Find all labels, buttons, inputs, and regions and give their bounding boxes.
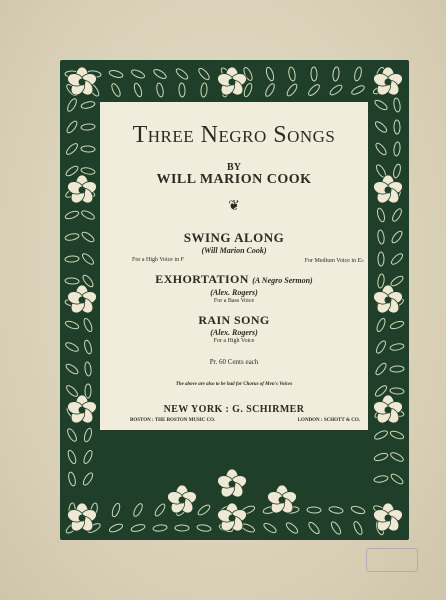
leaf-ornament	[262, 522, 277, 535]
leaf-ornament	[152, 68, 167, 81]
chorus-note: The above are also to be had for Chorus of Men's Voices	[175, 382, 293, 387]
leaf-ornament	[82, 449, 93, 464]
leaf-ornament	[307, 521, 321, 536]
leaf-ornament	[175, 67, 190, 81]
by-label: BY	[227, 162, 241, 173]
song-subtitle-exhortation: (A Negro Sermon)	[252, 276, 313, 285]
leaf-ornament	[350, 505, 365, 515]
leaf-ornament	[83, 317, 94, 332]
title-panel	[99, 101, 369, 431]
leaf-ornament	[353, 66, 362, 81]
leaf-ornament	[110, 82, 122, 97]
leaf-ornament	[307, 83, 321, 97]
leaf-ornament	[65, 120, 78, 135]
leaf-ornament	[264, 82, 276, 97]
leaf-ornament	[197, 67, 211, 81]
leaf-ornament	[243, 82, 254, 97]
leaf-ornament	[390, 343, 405, 352]
leaf-ornament	[197, 524, 212, 532]
flower-ornament	[216, 469, 248, 500]
leaf-ornament	[67, 471, 76, 486]
leaf-ornament	[81, 167, 96, 176]
voice-medium: For Medium Voice in E♭	[304, 258, 364, 264]
cover-title: Three Negro Songs	[132, 122, 336, 148]
leaf-ornament	[393, 142, 401, 157]
leaf-ornament	[350, 84, 365, 96]
leaf-ornament	[393, 98, 401, 113]
leaf-ornament	[179, 83, 186, 97]
leaf-ornament	[108, 69, 123, 79]
flower-ornament	[372, 395, 404, 426]
leaf-ornament	[153, 503, 166, 518]
leaf-ornament	[64, 320, 79, 330]
leaf-ornament	[390, 275, 405, 288]
song-title-rain-song: RAIN SONG	[198, 313, 270, 327]
leaf-ornament	[65, 256, 79, 263]
flower-ornament	[372, 175, 404, 206]
flower-ornament	[372, 67, 404, 98]
leaf-ornament	[375, 317, 386, 332]
flower-ornament	[216, 67, 248, 98]
leaf-ornament	[391, 207, 403, 222]
leaf-ornament	[67, 449, 78, 464]
leaf-ornament	[197, 503, 212, 516]
leaf-ornament	[374, 99, 389, 112]
leaf-ornament	[64, 210, 79, 220]
leaf-ornament	[373, 429, 388, 441]
leaf-ornament	[66, 427, 78, 442]
flower-ornament	[372, 285, 404, 316]
leaf-ornament	[64, 341, 79, 353]
leaf-ornament	[374, 362, 388, 377]
leaf-ornament	[200, 83, 207, 97]
voice-high-rain-song: For a High Voice	[213, 338, 255, 344]
voice-bass: For a Bass Voice	[213, 298, 255, 304]
leaf-ornament	[81, 252, 95, 266]
leaf-ornament	[374, 142, 388, 157]
leaf-ornament	[375, 339, 388, 354]
flower-ornament	[66, 395, 98, 426]
publisher-line: NEW YORK : G. SCHIRMER	[163, 404, 305, 415]
leaf-ornament	[374, 120, 388, 134]
leaf-ornament	[285, 83, 298, 98]
leaf-ornament	[153, 524, 168, 532]
leaf-ornament	[390, 472, 405, 485]
flower-ornament	[266, 485, 298, 516]
song-author-rain-song: (Alex. Rogers)	[210, 328, 258, 337]
leaf-ornament	[156, 83, 165, 98]
leaf-ornament	[81, 146, 95, 153]
flower-ornament	[66, 285, 98, 316]
leaf-ornament	[83, 339, 92, 354]
leaf-ornament	[175, 525, 189, 531]
leaf-ornament	[65, 362, 80, 375]
leaf-ornament	[389, 430, 404, 441]
agent-boston: BOSTON : THE BOSTON MUSIC CO.	[130, 418, 216, 423]
leaf-ornament	[389, 320, 404, 330]
flower-ornament	[66, 503, 98, 534]
song-title-swing-along: SWING ALONG	[183, 230, 285, 245]
leaf-ornament	[390, 230, 403, 245]
song-title-exhortation-main: EXHORTATION	[155, 272, 249, 286]
leaf-ornament	[108, 523, 123, 534]
leaf-ornament	[82, 471, 95, 486]
leaf-ornament	[83, 427, 93, 442]
leaf-ornament	[130, 68, 145, 79]
leaf-ornament	[378, 252, 384, 266]
leaf-ornament	[329, 83, 344, 96]
leaf-ornament	[133, 82, 143, 97]
leaf-ornament	[85, 384, 91, 398]
leaf-ornament	[394, 120, 400, 134]
leaf-ornament	[330, 520, 343, 535]
leaf-ornament	[65, 384, 79, 398]
leaf-ornament	[65, 233, 80, 242]
leaf-ornament	[81, 101, 96, 110]
library-stamp	[366, 548, 418, 572]
leaf-ornament	[373, 452, 388, 462]
leaf-ornament	[329, 506, 344, 514]
leaf-ornament	[390, 387, 404, 394]
flower-ornament	[66, 175, 98, 206]
leaf-ornament	[389, 451, 404, 463]
leaf-ornament	[65, 142, 79, 156]
leaf-ornament	[84, 362, 92, 377]
leaf-ornament	[66, 97, 78, 112]
song-author-exhortation: (Alex. Rogers)	[210, 288, 258, 297]
leaf-ornament	[65, 278, 79, 285]
leaf-ornament	[377, 274, 385, 289]
leaf-ornament	[130, 523, 145, 532]
voice-high: For a High Voice in F	[132, 257, 184, 263]
leaf-ornament	[65, 164, 80, 177]
price-label: Pr. 60 Cents each	[209, 358, 259, 366]
leaf-ornament	[265, 66, 275, 81]
leaf-ornament	[377, 230, 385, 245]
leaf-ornament	[311, 67, 317, 81]
leaf-ornament	[376, 207, 386, 222]
leaf-ornament	[111, 502, 121, 517]
composer-name: WILL MARION COOK	[156, 172, 312, 187]
fleuron-icon: ❦	[228, 199, 240, 214]
leaf-ornament	[374, 475, 389, 483]
agent-london: LONDON : SCHOTT & CO.	[297, 418, 360, 423]
leaf-ornament	[288, 67, 296, 82]
song-author-swing-along: (Will Marion Cook)	[201, 246, 267, 255]
leaf-ornament	[132, 502, 144, 517]
leaf-ornament	[390, 252, 404, 266]
song-title-exhortation	[100, 272, 368, 287]
leaf-ornament	[307, 507, 321, 513]
leaf-ornament	[390, 366, 404, 373]
leaf-ornament	[332, 67, 339, 82]
leaf-ornament	[80, 209, 95, 221]
leaf-ornament	[81, 231, 96, 244]
leaf-ornament	[81, 123, 95, 130]
flower-ornament	[166, 485, 198, 516]
leaf-ornament	[392, 163, 401, 178]
leaf-ornament	[352, 520, 363, 535]
leaf-ornament	[285, 521, 300, 535]
